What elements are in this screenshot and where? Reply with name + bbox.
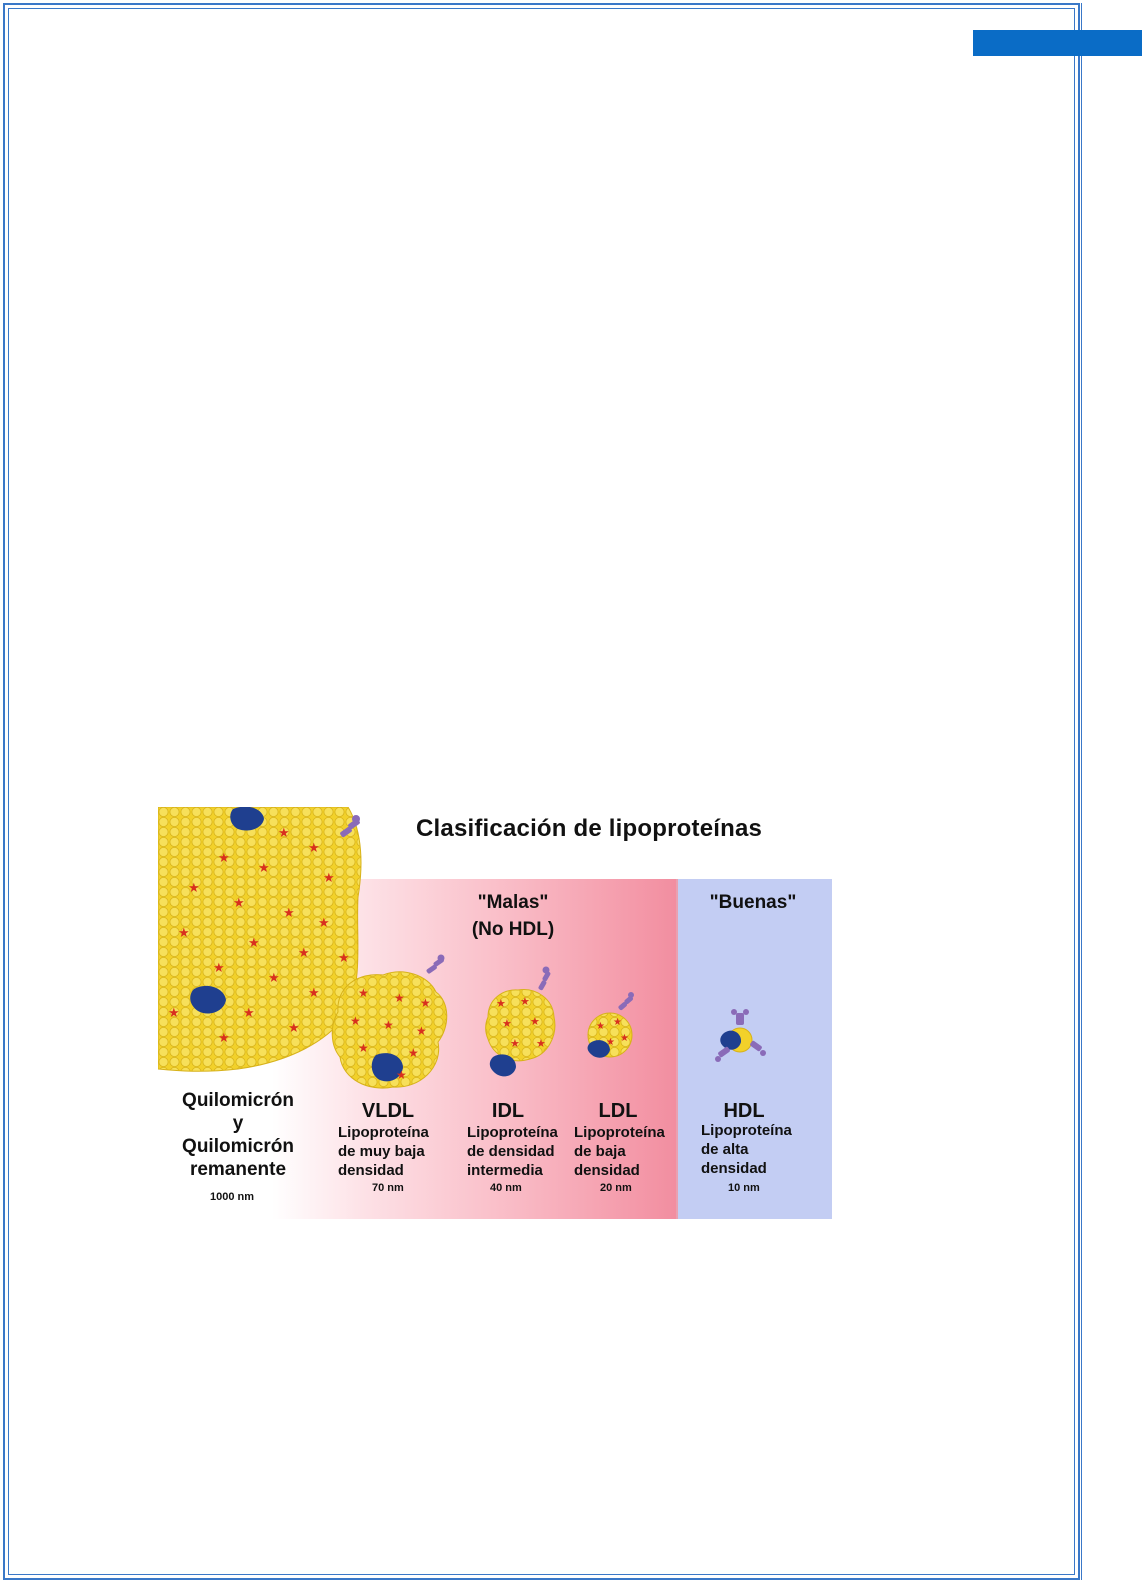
svg-text:★: ★ [408,1046,419,1060]
malas-sublabel: (No HDL) [471,919,555,940]
svg-text:★: ★ [168,1005,180,1020]
chylomicron-size: 1000 nm [210,1191,255,1203]
ldl-desc-line: Lipoproteína [574,1124,665,1141]
page-frame-inner [8,8,1075,1575]
hdl-size: 10 nm [728,1182,760,1194]
header-accent-tab [973,30,1142,56]
chylomicron-name-line: Quilomicrón [182,1090,294,1111]
chylomicron-name-line: remanente [189,1159,287,1180]
svg-text:★: ★ [394,991,405,1005]
idl-desc-line: intermedia [467,1162,543,1179]
svg-text:★: ★ [530,1016,540,1028]
idl-size: 40 nm [490,1182,522,1194]
svg-text:★: ★ [218,1030,230,1045]
svg-text:★: ★ [308,840,320,855]
svg-text:★: ★ [218,850,230,865]
svg-text:★: ★ [178,925,190,940]
receptor-icon [538,967,551,991]
svg-text:★: ★ [188,880,200,895]
svg-text:★: ★ [510,1038,520,1050]
svg-text:★: ★ [420,996,431,1010]
idl-particle [486,967,555,1077]
svg-text:★: ★ [323,870,335,885]
lipoprotein-classification-figure [158,807,832,1219]
svg-text:★: ★ [318,915,330,930]
ldl-desc-line: densidad [574,1162,640,1179]
chylomicron-label [163,1089,313,1181]
page-frame-right-edge [1078,3,1082,1580]
svg-text:★: ★ [213,960,225,975]
vldl-size: 70 nm [372,1182,404,1194]
apoprotein-icon [720,1031,741,1050]
malas-label: "Malas" [477,892,549,913]
ldl-size: 20 nm [600,1182,632,1194]
receptor-icon [426,955,445,975]
svg-text:★: ★ [396,1068,407,1082]
hdl-desc-line: densidad [701,1160,767,1177]
ldl-description [574,1123,665,1180]
svg-text:★: ★ [502,1018,512,1030]
idl-desc-line: de densidad [467,1143,555,1160]
svg-text:★: ★ [358,986,369,1000]
svg-text:★: ★ [288,1020,300,1035]
svg-text:★: ★ [496,998,506,1010]
hdl-desc-line: de alta [701,1141,749,1158]
svg-text:★: ★ [358,1041,369,1055]
vldl-name: VLDL [361,1100,415,1122]
chylomicron-particle [158,807,361,1071]
svg-text:★: ★ [268,970,280,985]
svg-text:★: ★ [620,1033,629,1044]
idl-description [467,1123,558,1180]
buenas-label: "Buenas" [709,892,797,913]
svg-text:★: ★ [416,1024,427,1038]
idl-name: IDL [491,1100,525,1122]
svg-text:★: ★ [248,935,260,950]
svg-text:★: ★ [233,895,245,910]
svg-text:★: ★ [283,905,295,920]
vldl-description [338,1123,429,1180]
svg-text:★: ★ [383,1018,394,1032]
hdl-particle [715,1009,766,1062]
vldl-desc-line: de muy baja [338,1143,425,1160]
chylomicron-name-line: Quilomicrón [182,1136,294,1157]
svg-text:★: ★ [298,945,310,960]
svg-text:★: ★ [278,825,290,840]
svg-text:★: ★ [596,1021,605,1032]
svg-text:★: ★ [520,996,530,1008]
vldl-desc-line: densidad [338,1162,404,1179]
hdl-description [701,1121,792,1178]
ldl-desc-line: de baja [574,1143,626,1160]
hdl-desc-line: Lipoproteína [701,1122,792,1139]
hdl-name: HDL [723,1100,765,1122]
svg-text:★: ★ [338,950,350,965]
chylomicron-name-line: y [232,1113,244,1134]
vldl-desc-line: Lipoproteína [338,1124,429,1141]
ldl-particle [588,992,634,1058]
svg-text:★: ★ [613,1017,622,1028]
svg-text:★: ★ [350,1014,361,1028]
svg-text:★: ★ [258,860,270,875]
ldl-name: LDL [598,1100,638,1122]
svg-text:★: ★ [308,985,320,1000]
figure-title: Clasificación de lipoproteínas [416,815,763,842]
svg-text:★: ★ [243,1005,255,1020]
svg-text:★: ★ [536,1038,546,1050]
receptor-icon [618,992,634,1011]
idl-desc-line: Lipoproteína [467,1124,558,1141]
svg-text:★: ★ [606,1037,615,1048]
